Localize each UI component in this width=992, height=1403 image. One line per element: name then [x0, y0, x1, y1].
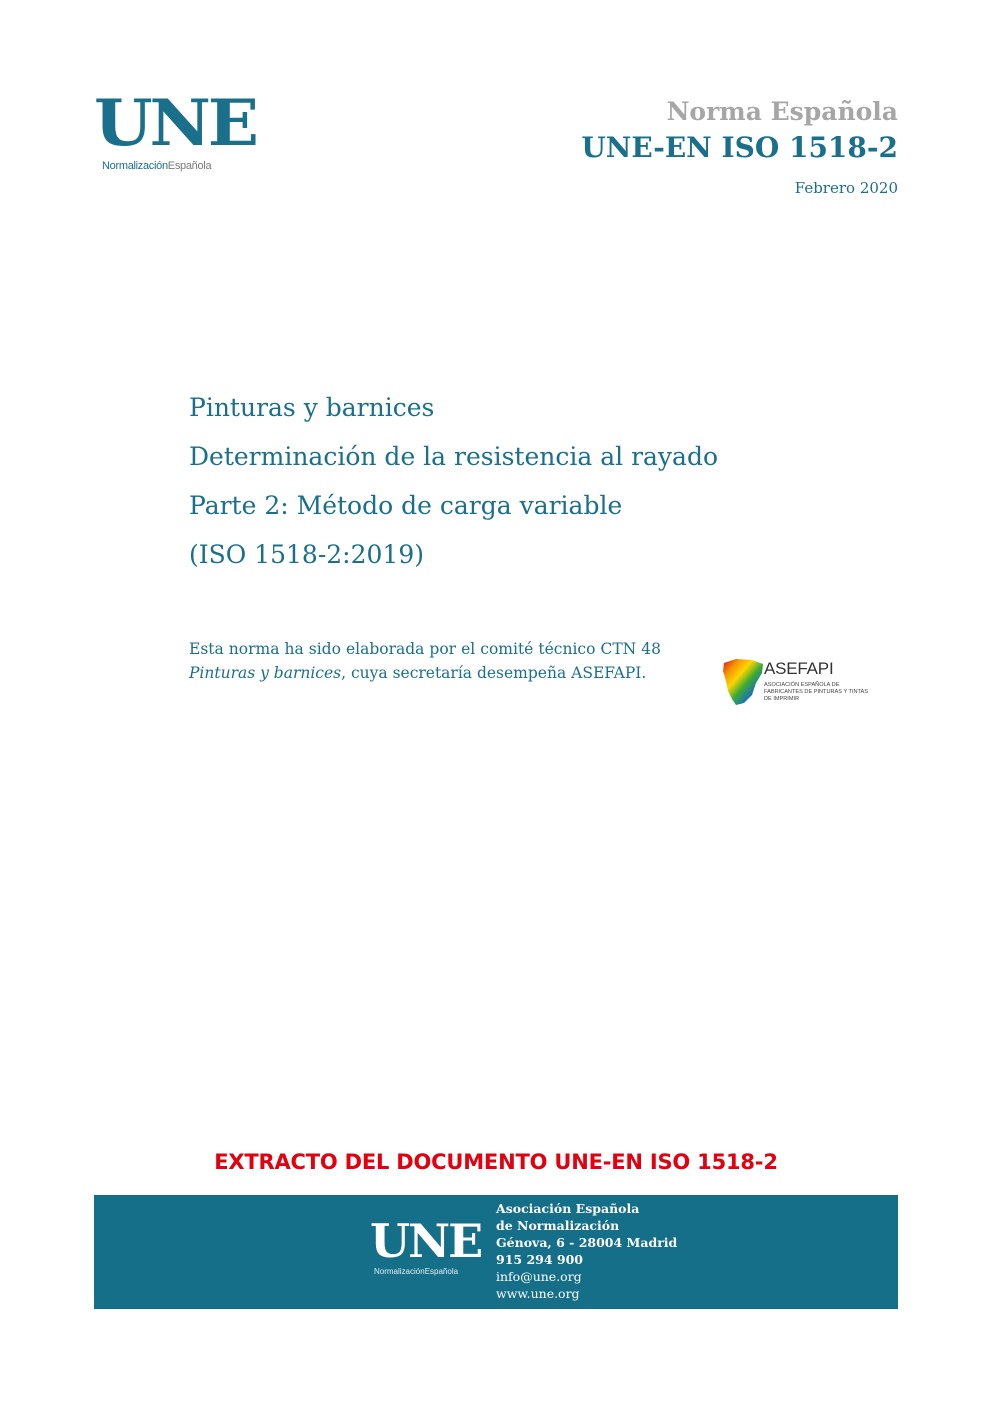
- title-line: Pinturas y barnices: [189, 393, 435, 422]
- footer-logo-sub-a: Normalización: [374, 1267, 425, 1276]
- org-web-link[interactable]: www.une.org: [496, 1286, 580, 1301]
- footer-une-logo-subtitle: [374, 1267, 458, 1276]
- footer-logo-sub-b: Española: [424, 1267, 459, 1276]
- iberia-rainbow-icon: [722, 657, 764, 713]
- title-line: (ISO 1518-2:2019): [189, 540, 424, 569]
- standard-code: UNE-EN ISO 1518-2: [581, 131, 898, 164]
- une-logo-subtitle: [102, 160, 211, 172]
- org-name-line2: de Normalización: [496, 1218, 620, 1233]
- une-logo-mark: UNE: [94, 86, 256, 161]
- footer-bar: [94, 1195, 898, 1309]
- une-logo: [94, 86, 256, 176]
- document-header: [581, 96, 898, 200]
- footer-une-logo-mark: UNE: [370, 1214, 482, 1268]
- contact-info: [496, 1200, 677, 1302]
- org-address: Génova, 6 - 28004 Madrid: [496, 1235, 678, 1250]
- title-line: Parte 2: Método de carga variable: [189, 491, 623, 520]
- extract-banner: EXTRACTO DEL DOCUMENTO UNE-EN ISO 1518-2: [214, 1150, 778, 1174]
- org-phone: 915 294 900: [496, 1252, 583, 1267]
- standard-kind: Norma Española: [666, 97, 898, 126]
- note-committee-name: Pinturas y barnices: [189, 664, 342, 682]
- title-line: Determinación de la resistencia al rayado: [189, 442, 719, 471]
- asefapi-logo: [722, 657, 872, 713]
- org-email-link[interactable]: info@une.org: [496, 1269, 582, 1284]
- asefapi-name: ASEFAPI: [764, 659, 834, 678]
- une-logo-sub-a: Normalización: [102, 160, 168, 172]
- org-name-line1: Asociación Española: [496, 1201, 640, 1216]
- publication-date: Febrero 2020: [794, 179, 898, 197]
- note-text-pre: Esta norma ha sido elaborada por el comité técnico CTN 48: [189, 640, 661, 658]
- note-text-post: , cuya secretaría desempeña ASEFAPI.: [341, 664, 647, 682]
- asefapi-description: ASOCIACIÓN ESPAÑOLA DE FABRICANTES DE PINTURAS Y TINTAS DE IMPRIMIR: [764, 682, 869, 702]
- committee-note: [189, 637, 661, 685]
- document-title: [189, 383, 909, 579]
- footer-une-logo: [370, 1214, 482, 1281]
- une-logo-sub-b: Española: [167, 160, 212, 172]
